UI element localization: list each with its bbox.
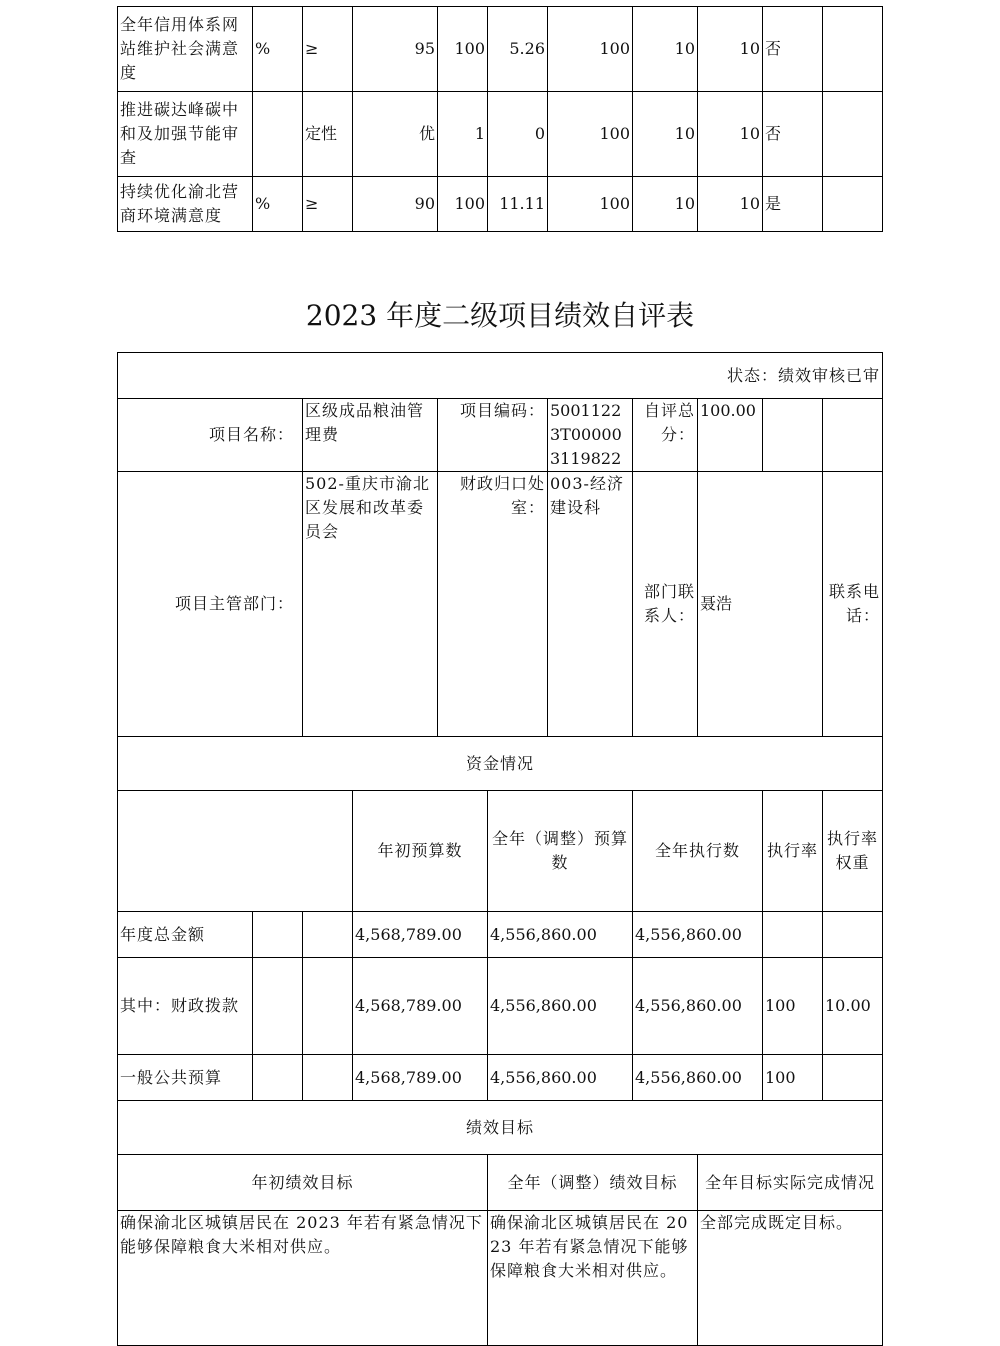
indicator-name: 推进碳达峰碳中和及加强节能审查 [118, 92, 253, 177]
funds-section-row [118, 737, 883, 791]
header-execution-rate: 执行率 [763, 791, 823, 912]
project-info-row [118, 399, 883, 472]
header-initial-budget: 年初预算数 [353, 791, 488, 912]
adjusted-budget-value: 4,556,860.00 [488, 1055, 633, 1101]
adjusted-budget-value: 4,556,860.00 [488, 958, 633, 1055]
indicator-target: 优 [353, 92, 438, 177]
indicator-full-value: 1 [438, 92, 488, 177]
indicator-flag: 否 [763, 7, 823, 92]
actual-completion-text: 全部完成既定目标。 [698, 1211, 883, 1346]
phone-label: 联系电话： [823, 472, 883, 737]
indicator-row [118, 92, 883, 177]
rate-weight-value: 10.00 [823, 958, 883, 1055]
adjusted-goals-header: 全年（调整）绩效目标 [488, 1155, 698, 1211]
department-row [118, 472, 883, 737]
executed-value: 4,556,860.00 [633, 912, 763, 958]
adjusted-budget-value: 4,556,860.00 [488, 912, 633, 958]
executed-value: 4,556,860.00 [633, 1055, 763, 1101]
self-score-label: 自评总分： [633, 399, 698, 472]
indicator-weight: 10 [633, 177, 698, 232]
indicator-actual: 0 [488, 92, 548, 177]
indicator-unit [253, 92, 303, 177]
goals-section-title: 绩效目标 [118, 1101, 883, 1155]
execution-rate-value: 100 [763, 1055, 823, 1101]
indicator-score: 10 [698, 92, 763, 177]
indicator-full-value: 100 [438, 177, 488, 232]
execution-rate-value: 100 [763, 958, 823, 1055]
indicator-note [823, 7, 883, 92]
goals-header-row [118, 1155, 883, 1211]
status-row [118, 353, 883, 399]
self-score-value: 100.00 [698, 399, 763, 472]
indicator-name: 持续优化渝北营商环境满意度 [118, 177, 253, 232]
funds-row [118, 1055, 883, 1101]
project-code-label: 项目编码： [438, 399, 548, 472]
indicator-flag: 否 [763, 92, 823, 177]
evaluation-table [117, 352, 883, 1346]
indicator-full-value: 100 [438, 7, 488, 92]
contact-value: 聂浩 [698, 472, 823, 737]
blank-cell [763, 399, 823, 472]
initial-goals-header: 年初绩效目标 [118, 1155, 488, 1211]
blank-cell [823, 399, 883, 472]
blank-cell [303, 958, 353, 1055]
project-name-label: 项目名称： [118, 399, 303, 472]
indicator-ratio: 100 [548, 177, 633, 232]
contact-label: 部门联系人： [633, 472, 698, 737]
indicator-target: 90 [353, 177, 438, 232]
blank-cell [303, 912, 353, 958]
rate-weight-value [823, 912, 883, 958]
indicator-weight: 10 [633, 7, 698, 92]
header-adjusted-budget: 全年（调整）预算数 [488, 791, 633, 912]
blank-cell [118, 791, 353, 912]
indicator-target: 95 [353, 7, 438, 92]
initial-goals-text: 确保渝北区城镇居民在 2023 年若有紧急情况下能够保障粮食大米相对供应。 [118, 1211, 488, 1346]
funds-row-label: 其中：财政拨款 [118, 958, 253, 1055]
indicator-operator: 定性 [303, 92, 353, 177]
indicator-row [118, 177, 883, 232]
executed-value: 4,556,860.00 [633, 958, 763, 1055]
finance-office-value: 003-经济建设科 [548, 472, 633, 737]
indicator-weight: 10 [633, 92, 698, 177]
status-text: 状态：绩效审核已审 [118, 353, 883, 399]
indicator-note [823, 177, 883, 232]
header-executed: 全年执行数 [633, 791, 763, 912]
indicator-score: 10 [698, 7, 763, 92]
blank-cell [253, 1055, 303, 1101]
blank-cell [253, 958, 303, 1055]
indicator-name: 全年信用体系网站维护社会满意度 [118, 7, 253, 92]
indicator-row [118, 7, 883, 92]
blank-cell [303, 1055, 353, 1101]
actual-completion-header: 全年目标实际完成情况 [698, 1155, 883, 1211]
header-rate-weight: 执行率权重 [823, 791, 883, 912]
indicator-unit: % [253, 177, 303, 232]
initial-budget-value: 4,568,789.00 [353, 958, 488, 1055]
indicator-actual: 11.11 [488, 177, 548, 232]
funds-row [118, 958, 883, 1055]
dept-value: 502-重庆市渝北区发展和改革委员会 [303, 472, 438, 737]
blank-cell [253, 912, 303, 958]
funds-row-label: 年度总金额 [118, 912, 253, 958]
indicator-score: 10 [698, 177, 763, 232]
funds-row-label: 一般公共预算 [118, 1055, 253, 1101]
indicator-note [823, 92, 883, 177]
indicator-unit: % [253, 7, 303, 92]
indicator-table-continuation [117, 6, 883, 232]
indicator-flag: 是 [763, 177, 823, 232]
indicator-ratio: 100 [548, 92, 633, 177]
adjusted-goals-text: 确保渝北区城镇居民在 2023 年若有紧急情况下能够保障粮食大米相对供应。 [488, 1211, 698, 1346]
indicator-actual: 5.26 [488, 7, 548, 92]
finance-office-label: 财政归口处室： [438, 472, 548, 737]
project-code-value: 50011223T000003119822 [548, 399, 633, 472]
indicator-operator: ≥ [303, 177, 353, 232]
form-title: 2023 年度二级项目绩效自评表 [305, 299, 695, 332]
funds-header-row [118, 791, 883, 912]
initial-budget-value: 4,568,789.00 [353, 912, 488, 958]
initial-budget-value: 4,568,789.00 [353, 1055, 488, 1101]
execution-rate-value [763, 912, 823, 958]
goals-content-row [118, 1211, 883, 1346]
indicator-operator: ≥ [303, 7, 353, 92]
dept-label: 项目主管部门： [118, 472, 303, 737]
indicator-ratio: 100 [548, 7, 633, 92]
funds-section-title: 资金情况 [118, 737, 883, 791]
goals-section-row [118, 1101, 883, 1155]
rate-weight-value [823, 1055, 883, 1101]
project-name-value: 区级成品粮油管理费 [303, 399, 438, 472]
funds-row [118, 912, 883, 958]
